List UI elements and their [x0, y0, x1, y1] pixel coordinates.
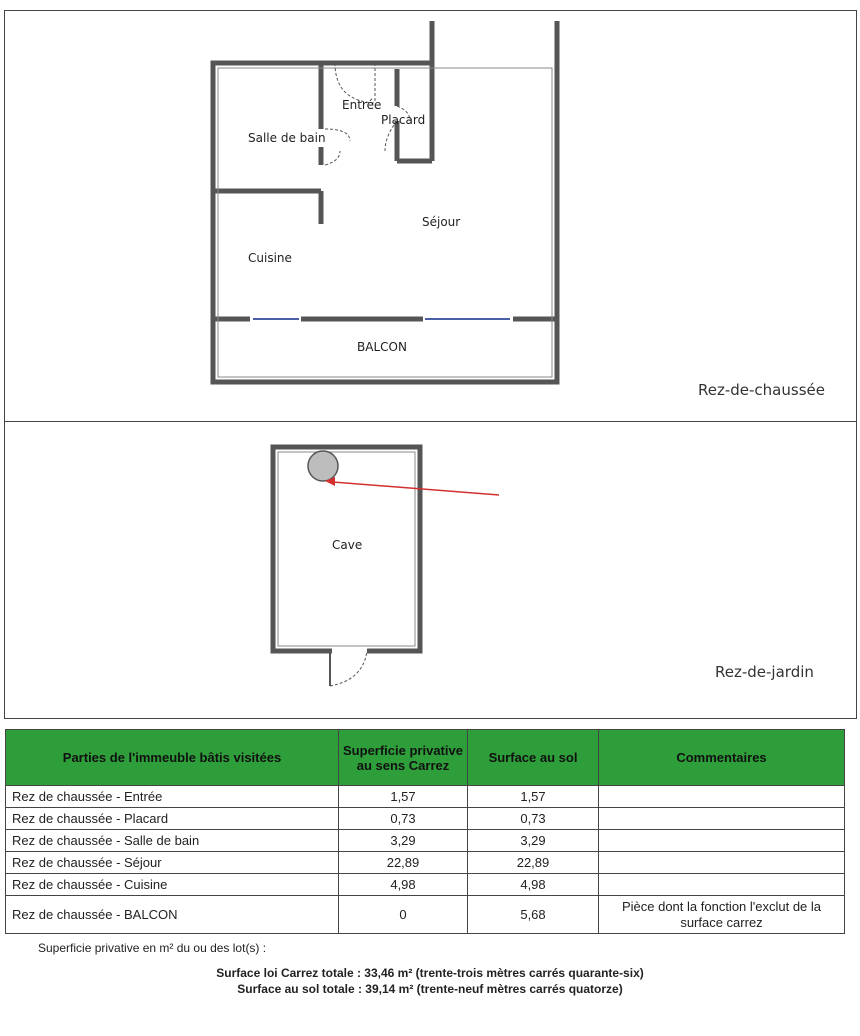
- row-sol: 22,89: [468, 852, 599, 874]
- room-label-placard: Placard: [381, 113, 426, 127]
- surface-table: [5, 729, 845, 934]
- row-comment: [599, 808, 845, 830]
- row-part: Rez de chaussée - Entrée: [6, 786, 339, 808]
- row-sol: 1,57: [468, 786, 599, 808]
- header-carrez: Superficie privative au sens Carrez: [339, 730, 468, 786]
- row-comment: [599, 852, 845, 874]
- row-comment: [599, 830, 845, 852]
- room-label-cave: Cave: [332, 538, 363, 552]
- row-part: Rez de chaussée - Séjour: [6, 852, 339, 874]
- table-row: [6, 786, 845, 808]
- table-row: [6, 808, 845, 830]
- garden-floor-plan-panel: [4, 421, 857, 719]
- row-part: Rez de chaussée - BALCON: [6, 896, 339, 934]
- level-label-garden-floor: Rez-de-jardin: [715, 663, 814, 681]
- row-carrez: 1,57: [339, 786, 468, 808]
- sol-total: Surface au sol totale : 39,14 m² (trente-neuf mètres carrés quatorze): [237, 982, 623, 996]
- row-carrez: 3,29: [339, 830, 468, 852]
- row-part: Rez de chaussée - Salle de bain: [6, 830, 339, 852]
- annotation-arrow: [325, 477, 499, 495]
- row-part: Rez de chaussée - Cuisine: [6, 874, 339, 896]
- room-label-sejour: Séjour: [422, 215, 461, 229]
- ground-floor-plan-panel: [4, 10, 857, 422]
- row-carrez: 4,98: [339, 874, 468, 896]
- row-sol: 5,68: [468, 896, 599, 934]
- room-label-cuisine: Cuisine: [248, 251, 292, 265]
- footer-label: Superficie privative en m² du ou des lot(s) :: [38, 941, 267, 955]
- header-parts: Parties de l'immeuble bâtis visitées: [6, 730, 339, 786]
- garden-floor-plan-drawing: [5, 422, 856, 718]
- level-label-ground-floor: Rez-de-chaussée: [698, 381, 825, 399]
- table-row: [6, 874, 845, 896]
- row-carrez: 0,73: [339, 808, 468, 830]
- carrez-total: Surface loi Carrez totale : 33,46 m² (trente-trois mètres carrés quarante-six): [216, 966, 644, 980]
- room-label-entree: Entrée: [342, 98, 382, 112]
- pillar-shape: [308, 451, 338, 481]
- row-comment: Pièce dont la fonction l'exclut de la surface carrez: [599, 896, 845, 934]
- row-sol: 0,73: [468, 808, 599, 830]
- row-comment: [599, 786, 845, 808]
- room-label-balcon: BALCON: [357, 340, 407, 354]
- header-sol: Surface au sol: [468, 730, 599, 786]
- row-comment: [599, 874, 845, 896]
- row-carrez: 22,89: [339, 852, 468, 874]
- table-row: [6, 896, 845, 934]
- row-sol: 3,29: [468, 830, 599, 852]
- row-sol: 4,98: [468, 874, 599, 896]
- room-label-salle-de-bain: Salle de bain: [248, 131, 326, 145]
- table-row: [6, 830, 845, 852]
- ground-floor-plan-drawing: [5, 11, 856, 421]
- row-part: Rez de chaussée - Placard: [6, 808, 339, 830]
- row-carrez: 0: [339, 896, 468, 934]
- header-comments: Commentaires: [599, 730, 845, 786]
- table-row: [6, 852, 845, 874]
